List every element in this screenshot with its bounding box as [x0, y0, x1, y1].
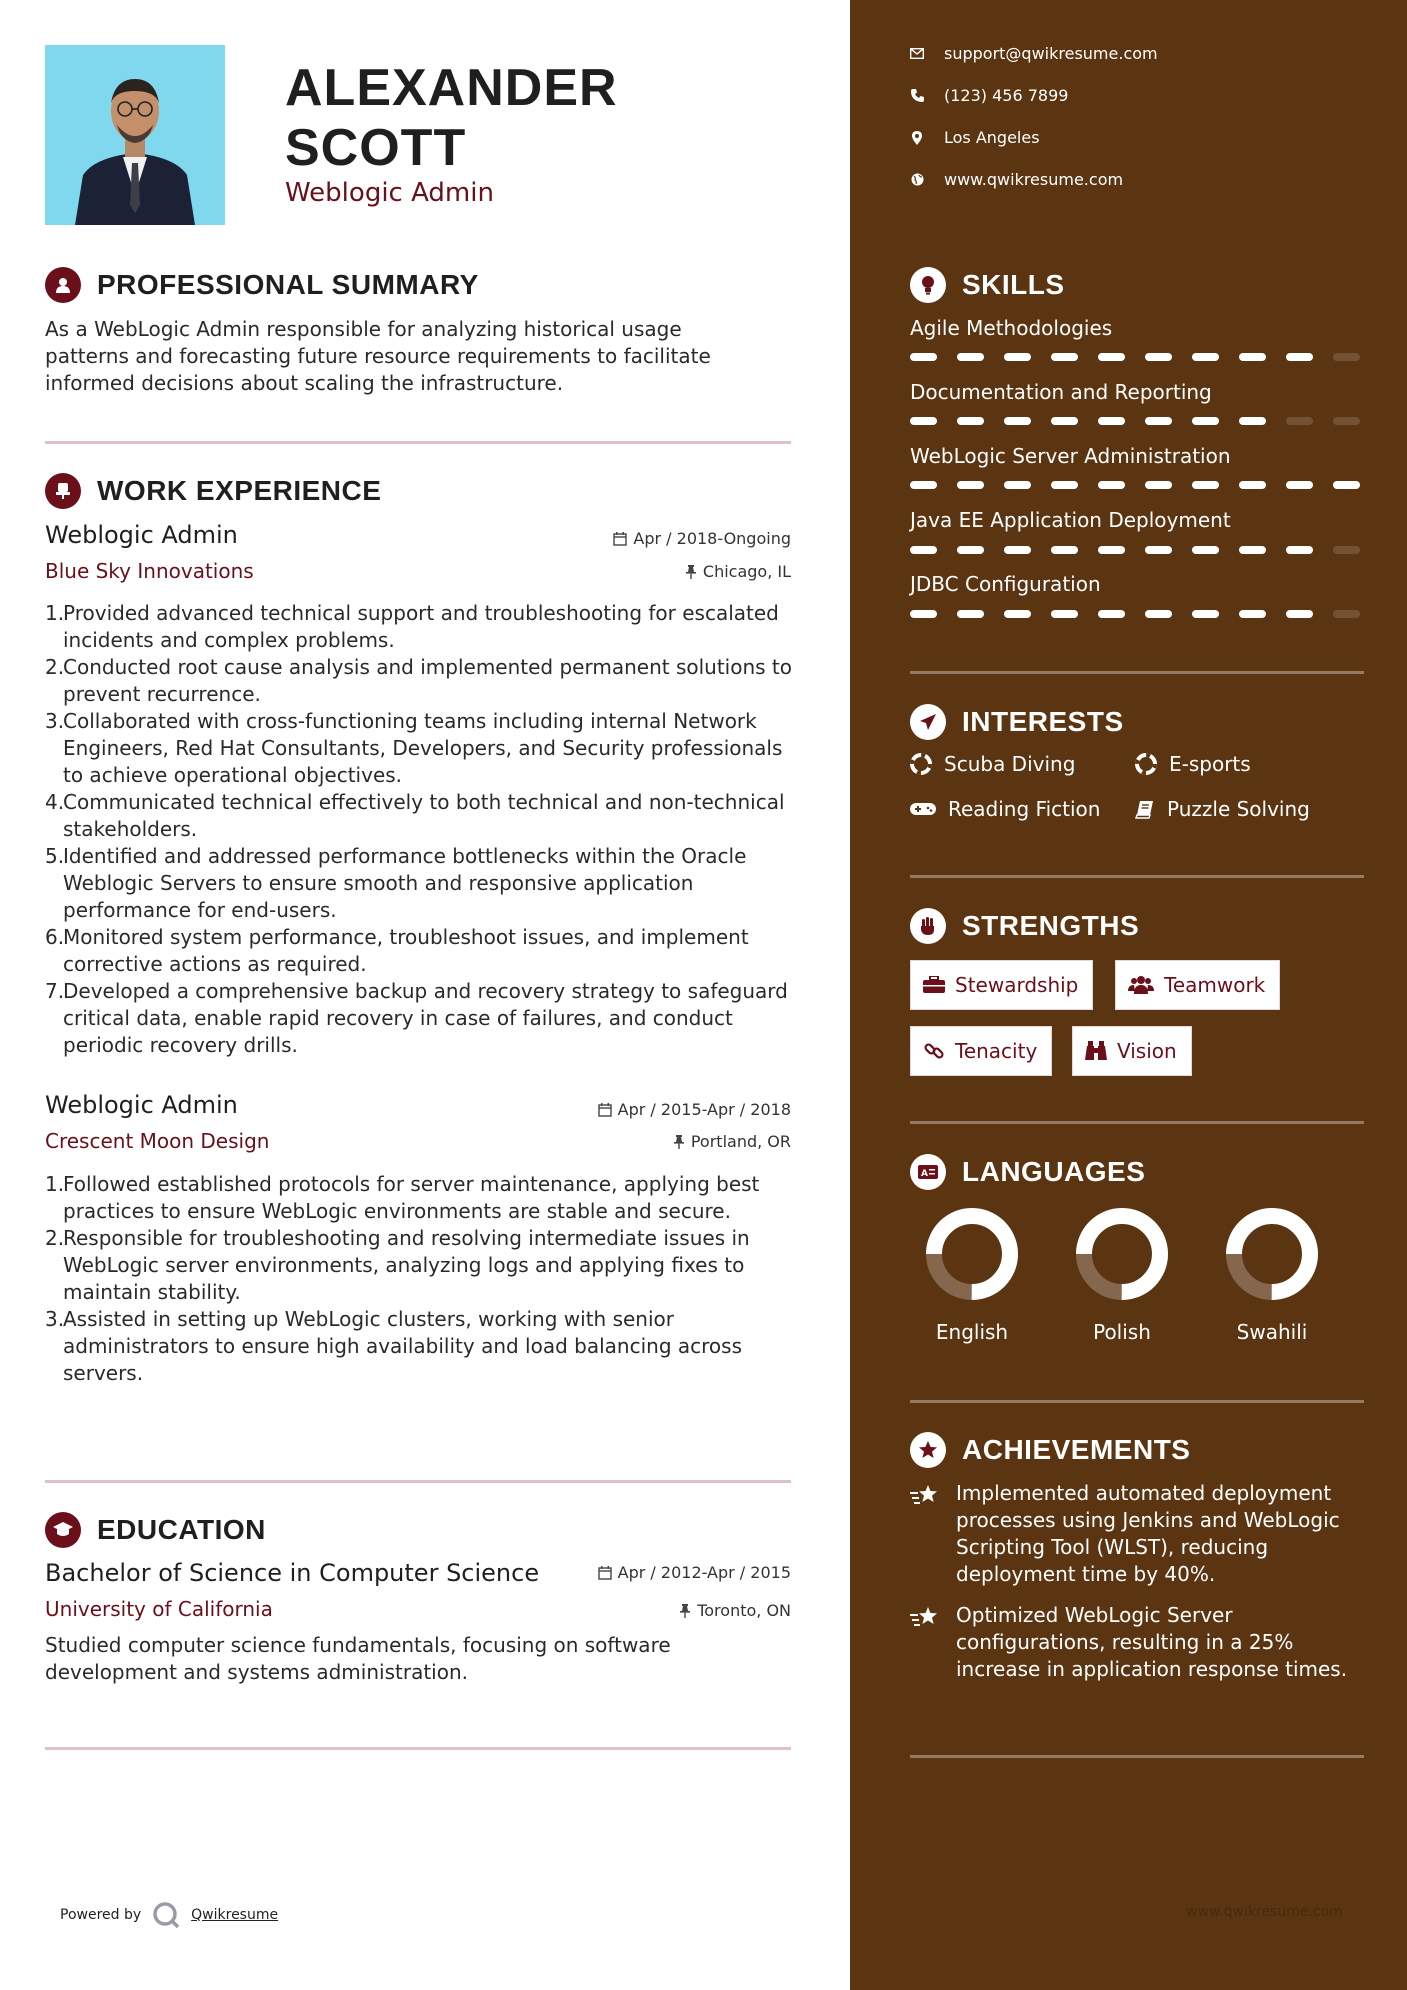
divider — [910, 1121, 1364, 1124]
profile-photo — [45, 45, 225, 225]
achievement-text: Implemented automated deployment processes using Jenkins and WebLogic Scripting Tool (WLST), reducing deployment time by 40%. — [956, 1481, 1340, 1586]
skill-segment — [1192, 546, 1219, 554]
skill-segment — [910, 353, 937, 361]
language-item — [1212, 1206, 1332, 1344]
job-location-text: Chicago, IL — [702, 562, 791, 581]
interest-item — [910, 752, 1075, 776]
graduation-cap-icon — [45, 1512, 81, 1548]
divider — [910, 875, 1364, 878]
phone-icon — [910, 89, 924, 103]
skill-label: JDBC Configuration — [910, 572, 1101, 596]
list-item: 4. Communicated technical effectively to both technical and non-technical stakeholders. — [45, 790, 785, 841]
interest-label: Scuba Diving — [944, 752, 1076, 776]
list-item: 1. Provided advanced technical support and troubleshooting for escalated incidents and complex problems. — [45, 601, 779, 652]
education-location-text: Toronto, ON — [697, 1601, 791, 1620]
shooting-star-icon — [910, 1606, 940, 1628]
gamepad-icon — [910, 801, 936, 817]
strength-label: Teamwork — [1164, 973, 1266, 997]
skill-bar — [910, 417, 1364, 425]
contact-website — [910, 170, 1123, 189]
user-icon — [45, 267, 81, 303]
interest-item — [910, 797, 1100, 821]
skill-segment — [1286, 417, 1313, 425]
job-location — [685, 562, 791, 581]
skill-segment — [1239, 610, 1266, 618]
skill-segment — [1051, 481, 1078, 489]
job-dates-text: Apr / 2015-Apr / 2018 — [617, 1100, 791, 1119]
education-title: EDUCATION — [97, 1514, 266, 1545]
skill-segment — [957, 417, 984, 425]
link-icon — [923, 1040, 945, 1062]
skill-segment — [1333, 481, 1360, 489]
job-location-text: Portland, OR — [690, 1132, 791, 1151]
powered-by — [60, 1900, 278, 1930]
skill-segment — [1239, 481, 1266, 489]
skill-segment — [1051, 353, 1078, 361]
sidebar — [850, 0, 1407, 1990]
job-title: Weblogic Admin — [45, 1091, 238, 1119]
divider — [45, 1747, 791, 1750]
education-location — [679, 1601, 791, 1620]
skill-segment — [1239, 417, 1266, 425]
star-badge-icon — [910, 1432, 946, 1468]
skill-segment — [1145, 353, 1172, 361]
list-item: 2. Responsible for troubleshooting and resolving intermediate issues in WebLogic server environments, analyzing logs and applying fixes to maintain stability. — [45, 1226, 750, 1304]
calendar-icon — [598, 1103, 612, 1117]
skill-label: WebLogic Server Administration — [910, 444, 1231, 468]
language-donut — [1224, 1206, 1320, 1302]
job-title: Weblogic Admin — [45, 521, 238, 549]
school: University of California — [45, 1597, 273, 1621]
chair-icon — [45, 473, 81, 509]
skills-heading — [910, 267, 1065, 303]
list-item: 1. Followed established protocols for server maintenance, applying best practices to ensure WebLogic environments are stable and secure. — [45, 1172, 760, 1223]
skill-segment — [1098, 353, 1125, 361]
hand-icon — [910, 908, 946, 944]
interest-label: Reading Fiction — [948, 797, 1101, 821]
candidate-role: Weblogic Admin — [285, 178, 494, 208]
achievement-text: Optimized WebLogic Server configurations, resulting in a 25% increase in application response times. — [956, 1603, 1348, 1681]
strengths-heading — [910, 908, 1139, 944]
skill-bar — [910, 353, 1364, 361]
skill-bar — [910, 481, 1364, 489]
language-item — [1062, 1206, 1182, 1344]
experience-heading — [45, 473, 381, 509]
interest-label: E-sports — [1169, 752, 1251, 776]
strength-label: Vision — [1117, 1039, 1177, 1063]
skill-segment — [1286, 353, 1313, 361]
skill-segment — [1098, 546, 1125, 554]
pin-icon — [673, 1135, 685, 1149]
skill-segment — [1004, 353, 1031, 361]
shooting-star-icon — [910, 1484, 940, 1506]
contact-phone — [910, 86, 1068, 105]
interests-title: INTERESTS — [962, 706, 1124, 737]
skill-segment — [1098, 417, 1125, 425]
list-item: 3. Collaborated with cross-functioning teams including internal Network Engineers, Red Hat Consultants, Developers, and Security professionals to achieve operational objectives. — [45, 709, 783, 787]
calendar-icon — [613, 532, 627, 546]
education-dates-text: Apr / 2012-Apr / 2015 — [617, 1563, 791, 1582]
skills-title: SKILLS — [962, 269, 1065, 300]
strength-tag — [1115, 960, 1280, 1010]
education-description: Studied computer science fundamentals, focusing on software development and systems administration. — [45, 1633, 671, 1684]
skill-segment — [1192, 610, 1219, 618]
strength-tag — [910, 960, 1093, 1010]
contact-website-text[interactable]: www.qwikresume.com — [944, 170, 1124, 189]
job-dates-text: Apr / 2018-Ongoing — [633, 529, 791, 548]
skill-segment — [1004, 546, 1031, 554]
job-company: Blue Sky Innovations — [45, 559, 254, 583]
name-first: ALEXANDER — [285, 59, 618, 117]
summary-text: As a WebLogic Admin responsible for analyzing historical usage patterns and forecasting future resource requirements to facilitate informed decisions about scaling the infrastructure. — [45, 317, 711, 395]
job-dates — [613, 529, 791, 548]
strength-tag — [1072, 1026, 1192, 1076]
divider — [910, 671, 1364, 674]
skill-segment — [1051, 610, 1078, 618]
skill-segment — [1286, 610, 1313, 618]
map-marker-icon — [910, 131, 924, 145]
skill-segment — [1051, 417, 1078, 425]
qwikresume-logo-icon — [151, 1900, 181, 1930]
skill-segment — [1145, 481, 1172, 489]
language-item — [912, 1206, 1032, 1344]
contact-phone-text: (123) 456 7899 — [944, 86, 1069, 105]
skill-segment — [1239, 546, 1266, 554]
binoculars-icon — [1085, 1041, 1107, 1061]
contact-email — [910, 44, 1158, 63]
skill-segment — [1286, 546, 1313, 554]
list-item: 3. Assisted in setting up WebLogic clusters, working with senior administrators to ensure high availability and load balancing across servers. — [45, 1307, 742, 1385]
skill-segment — [1004, 417, 1031, 425]
skill-segment — [957, 353, 984, 361]
skill-bar — [910, 610, 1364, 618]
strengths-title: STRENGTHS — [962, 910, 1140, 941]
pin-icon — [679, 1604, 691, 1618]
briefcase-icon — [923, 976, 945, 994]
skill-label: Java EE Application Deployment — [910, 508, 1231, 532]
pin-icon — [685, 565, 697, 579]
skill-segment — [1333, 417, 1360, 425]
degree: Bachelor of Science in Computer Science — [45, 1559, 540, 1587]
language-name: Polish — [1093, 1320, 1151, 1344]
list-item: 5. Identified and addressed performance bottlenecks within the Oracle Weblogic Servers to ensure smooth and responsive application performance for end-users. — [45, 844, 747, 922]
envelope-icon — [910, 47, 924, 61]
skill-segment — [1239, 353, 1266, 361]
job-responsibilities — [45, 600, 795, 1059]
qwikresume-link[interactable]: Qwikresume — [191, 1907, 279, 1923]
skill-segment — [1286, 481, 1313, 489]
achievements-title: ACHIEVEMENTS — [962, 1434, 1191, 1465]
interest-label: Puzzle Solving — [1167, 797, 1310, 821]
skill-segment — [910, 417, 937, 425]
job-location — [673, 1132, 791, 1151]
language-donut — [924, 1206, 1020, 1302]
skill-label: Documentation and Reporting — [910, 380, 1212, 404]
users-icon — [1128, 976, 1154, 994]
powered-by-label: Powered by — [60, 1907, 142, 1923]
skill-segment — [957, 481, 984, 489]
language-icon — [910, 1154, 946, 1190]
divider — [45, 1480, 791, 1483]
skill-segment — [1333, 546, 1360, 554]
skill-segment — [957, 610, 984, 618]
skill-segment — [910, 546, 937, 554]
contact-location — [910, 128, 1040, 147]
calendar-icon — [598, 1566, 612, 1580]
lightbulb-icon — [910, 267, 946, 303]
summary-heading — [45, 267, 479, 303]
experience-title: WORK EXPERIENCE — [97, 475, 382, 506]
strength-label: Tenacity — [955, 1039, 1038, 1063]
achievement-item — [910, 1602, 1370, 1683]
list-item: 2. Conducted root cause analysis and implemented permanent solutions to prevent recurrence. — [45, 655, 793, 706]
languages-heading — [910, 1154, 1145, 1190]
name-last: SCOTT — [285, 119, 467, 177]
skill-segment — [1192, 417, 1219, 425]
interest-item — [1135, 797, 1310, 821]
globe-icon — [910, 173, 924, 187]
skill-segment — [1145, 417, 1172, 425]
skill-segment — [1333, 610, 1360, 618]
list-item: 7. Developed a comprehensive backup and recovery strategy to safeguard critical data, enable rapid recovery in case of failures, and conduct periodic recovery drills. — [45, 979, 788, 1057]
footer-watermark: www.qwikresume.com — [1186, 1904, 1343, 1920]
life-ring-icon — [910, 753, 932, 775]
life-ring-icon — [1135, 753, 1157, 775]
contact-email-text[interactable]: support@qwikresume.com — [944, 44, 1158, 63]
job-responsibilities — [45, 1171, 795, 1387]
summary-title: PROFESSIONAL SUMMARY — [97, 269, 479, 300]
skill-segment — [1333, 353, 1360, 361]
svg-text:A: A — [921, 1169, 928, 1179]
achievements-heading — [910, 1432, 1190, 1468]
interests-heading — [910, 704, 1124, 740]
candidate-name — [285, 58, 618, 178]
skill-segment — [1051, 546, 1078, 554]
skill-segment — [957, 546, 984, 554]
skill-segment — [1004, 481, 1031, 489]
list-item: 6. Monitored system performance, troubleshoot issues, and implement corrective actions as required. — [45, 925, 749, 976]
skill-segment — [1192, 481, 1219, 489]
language-donut — [1074, 1206, 1170, 1302]
skill-segment — [910, 481, 937, 489]
contact-location-text: Los Angeles — [944, 128, 1040, 147]
skill-label: Agile Methodologies — [910, 316, 1113, 340]
paper-plane-icon — [910, 704, 946, 740]
education-dates — [598, 1563, 791, 1582]
interest-item — [1135, 752, 1251, 776]
strength-tag — [910, 1026, 1052, 1076]
skill-segment — [1004, 610, 1031, 618]
education-heading — [45, 1512, 266, 1548]
strength-label: Stewardship — [955, 973, 1079, 997]
language-name: English — [935, 1320, 1009, 1344]
job-company: Crescent Moon Design — [45, 1129, 270, 1153]
skill-segment — [1098, 481, 1125, 489]
skill-segment — [1145, 546, 1172, 554]
skill-segment — [910, 610, 937, 618]
divider — [910, 1755, 1364, 1758]
achievement-item — [910, 1480, 1370, 1588]
divider — [910, 1400, 1364, 1403]
language-name: Swahili — [1236, 1320, 1308, 1344]
skill-bar — [910, 546, 1364, 554]
skill-segment — [1098, 610, 1125, 618]
skill-segment — [1192, 353, 1219, 361]
skill-segment — [1145, 610, 1172, 618]
divider — [45, 441, 791, 444]
languages-title: LANGUAGES — [962, 1156, 1146, 1187]
job-dates — [598, 1100, 791, 1119]
book-icon — [1135, 799, 1155, 819]
